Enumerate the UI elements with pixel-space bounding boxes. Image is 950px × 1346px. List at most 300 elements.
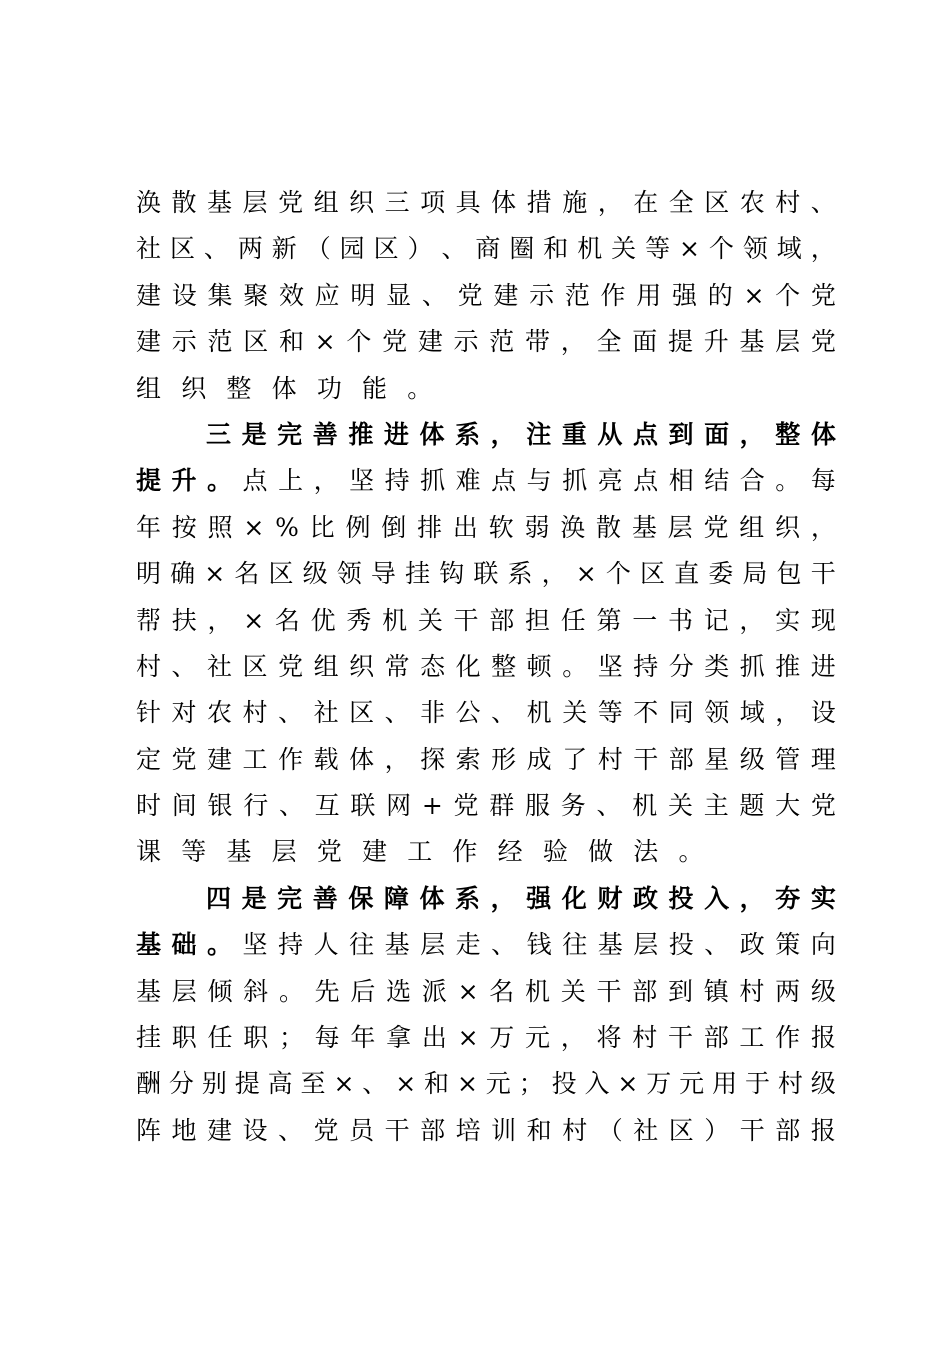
text-char: 应 bbox=[314, 280, 340, 310]
text-line bbox=[136, 1015, 836, 1061]
text-char: 定 bbox=[136, 744, 162, 774]
text-char: 级 bbox=[302, 559, 328, 589]
text-char: 类 bbox=[704, 651, 730, 681]
text-char: 面 bbox=[632, 327, 658, 357]
text-char: 坚 bbox=[242, 930, 268, 960]
bold-text-char: 体 bbox=[419, 883, 445, 913]
text-char: 常 bbox=[384, 651, 410, 681]
text-char: × bbox=[457, 1023, 479, 1053]
text-char: 党 bbox=[171, 744, 197, 774]
text-char: 等 bbox=[645, 234, 671, 264]
text-char: 领 bbox=[336, 559, 362, 589]
bold-text-char: 整 bbox=[775, 419, 801, 449]
bold-text-char: 保 bbox=[348, 883, 374, 913]
text-char: 人 bbox=[313, 930, 339, 960]
text-char: 范 bbox=[564, 280, 590, 310]
text-char: 报 bbox=[810, 1115, 836, 1145]
text-char: 明 bbox=[350, 280, 376, 310]
text-char: 机 bbox=[577, 234, 603, 264]
text-char: 培 bbox=[455, 1115, 481, 1145]
text-char: 向 bbox=[810, 930, 836, 960]
text-char: 基 bbox=[739, 327, 765, 357]
text-char: 每 bbox=[314, 1023, 340, 1053]
text-char: 基 bbox=[384, 930, 410, 960]
text-char: 照 bbox=[207, 512, 233, 542]
text-char: 干 bbox=[739, 1115, 765, 1145]
text-char: 层 bbox=[667, 512, 693, 542]
text-char: 点 bbox=[633, 466, 659, 496]
text-char: 法 bbox=[633, 837, 659, 867]
text-line bbox=[136, 412, 836, 458]
bold-text-char: 重 bbox=[561, 419, 587, 449]
text-char: 后 bbox=[350, 976, 376, 1006]
text-char: 社 bbox=[313, 698, 339, 728]
text-char: % bbox=[275, 512, 299, 542]
text-char: 整 bbox=[226, 373, 252, 403]
text-char: × bbox=[314, 327, 336, 357]
text-char: 具 bbox=[455, 188, 481, 217]
text-char: 难 bbox=[455, 466, 481, 496]
text-char: 社 bbox=[633, 1115, 659, 1145]
text-char: 分 bbox=[668, 651, 694, 681]
text-char: 。 bbox=[407, 373, 433, 403]
text-char: 组 bbox=[313, 188, 339, 217]
bold-text-char: 化 bbox=[561, 883, 587, 913]
text-char: 、 bbox=[171, 651, 197, 681]
text-char: 、 bbox=[421, 280, 447, 310]
text-char: 比 bbox=[309, 512, 335, 542]
text-char: ， bbox=[560, 327, 586, 357]
text-char: 担 bbox=[525, 605, 551, 635]
text-char: 主 bbox=[703, 791, 729, 821]
text-char: 项 bbox=[420, 188, 446, 217]
bold-text-char: 。 bbox=[207, 930, 233, 960]
text-char: 年 bbox=[350, 1023, 376, 1053]
text-char: 同 bbox=[668, 698, 694, 728]
text-char: 经 bbox=[497, 837, 523, 867]
text-char: 部 bbox=[632, 976, 658, 1006]
bold-text-char: 三 bbox=[206, 419, 232, 449]
text-char: 干 bbox=[667, 1023, 693, 1053]
text-char: 派 bbox=[421, 976, 447, 1006]
text-char: 非 bbox=[420, 698, 446, 728]
text-char: 确 bbox=[170, 559, 196, 589]
text-char: 强 bbox=[672, 280, 698, 310]
text-char: 建 bbox=[362, 837, 388, 867]
bold-text-char: ， bbox=[739, 883, 765, 913]
text-char: 部 bbox=[489, 605, 515, 635]
text-char: 倾 bbox=[207, 976, 233, 1006]
text-char: 相 bbox=[668, 466, 694, 496]
bold-text-char: ， bbox=[490, 419, 516, 449]
bold-text-char: 强 bbox=[526, 883, 552, 913]
text-char: 关 bbox=[667, 791, 693, 821]
text-char: 党 bbox=[453, 791, 479, 821]
bold-text-char: 善 bbox=[312, 883, 338, 913]
text-char: 新 bbox=[271, 234, 297, 264]
text-char: 网 bbox=[386, 791, 412, 821]
text-char: 组 bbox=[313, 651, 339, 681]
text-char: 任 bbox=[560, 605, 586, 635]
text-char: 书 bbox=[667, 605, 693, 635]
text-char: 商 bbox=[475, 234, 501, 264]
text-char: 基 bbox=[136, 976, 162, 1006]
text-char: 和 bbox=[543, 234, 569, 264]
text-char: 两 bbox=[237, 234, 263, 264]
text-char: 对 bbox=[171, 698, 197, 728]
text-char: × bbox=[575, 559, 597, 589]
text-char: 设 bbox=[810, 698, 836, 728]
text-char: 载 bbox=[313, 744, 339, 774]
text-char: 合 bbox=[739, 466, 765, 496]
text-char: 、 bbox=[441, 234, 467, 264]
text-char: × bbox=[743, 280, 765, 310]
text-char: 员 bbox=[349, 1115, 375, 1145]
text-char: 的 bbox=[707, 280, 733, 310]
text-char: 社 bbox=[136, 234, 162, 264]
text-char: 任 bbox=[207, 1023, 233, 1053]
text-char: 党 bbox=[457, 280, 483, 310]
bold-text-char: 体 bbox=[810, 419, 836, 449]
bold-text-char: 四 bbox=[206, 883, 232, 913]
text-char: 先 bbox=[314, 976, 340, 1006]
text-char: ； bbox=[518, 1069, 544, 1099]
text-char: 持 bbox=[384, 466, 410, 496]
bold-text-char: 夯 bbox=[775, 883, 801, 913]
text-char: 区 bbox=[349, 698, 375, 728]
text-line bbox=[136, 829, 836, 875]
text-char: ， bbox=[313, 466, 339, 496]
text-char: 织 bbox=[349, 651, 375, 681]
text-char: 组 bbox=[136, 373, 162, 403]
text-char: 出 bbox=[452, 512, 478, 542]
text-char: 农 bbox=[739, 188, 765, 217]
text-char: 干 bbox=[384, 1115, 410, 1145]
text-char: 联 bbox=[350, 791, 376, 821]
text-char: 索 bbox=[455, 744, 481, 774]
text-char: 倒 bbox=[381, 512, 407, 542]
text-char: 建 bbox=[493, 280, 519, 310]
text-char: 名 bbox=[274, 605, 300, 635]
text-char: 例 bbox=[345, 512, 371, 542]
text-char: 抓 bbox=[739, 651, 765, 681]
bold-text-char: 面 bbox=[704, 419, 730, 449]
text-char: 关 bbox=[417, 605, 443, 635]
text-char: 干 bbox=[596, 976, 622, 1006]
text-char: 作 bbox=[278, 744, 304, 774]
text-char: 区 bbox=[169, 234, 195, 264]
text-char: 层 bbox=[271, 837, 297, 867]
text-char: ， bbox=[207, 605, 233, 635]
text-char: 出 bbox=[421, 1023, 447, 1053]
text-line bbox=[136, 644, 836, 690]
bold-text-char: 到 bbox=[668, 419, 694, 449]
text-char: 村 bbox=[597, 744, 623, 774]
text-char: 实 bbox=[775, 605, 801, 635]
text-char: 建 bbox=[136, 280, 162, 310]
text-char: 了 bbox=[562, 744, 588, 774]
bold-text-char: 点 bbox=[632, 419, 658, 449]
text-char: 施 bbox=[562, 188, 588, 217]
text-char: 体 bbox=[271, 373, 297, 403]
text-char: 体 bbox=[491, 188, 517, 217]
text-char: 成 bbox=[526, 744, 552, 774]
text-char: 职 bbox=[243, 1023, 269, 1053]
text-char: 涣 bbox=[136, 188, 162, 217]
text-char: × bbox=[333, 1069, 355, 1099]
text-char: 基 bbox=[207, 188, 233, 217]
text-char: 组 bbox=[739, 512, 765, 542]
text-char: 领 bbox=[742, 234, 768, 264]
text-char: 行 bbox=[243, 791, 269, 821]
text-char: 设 bbox=[171, 280, 197, 310]
bold-text-char: 进 bbox=[383, 419, 409, 449]
text-char: 社 bbox=[207, 651, 233, 681]
text-char: 党 bbox=[278, 188, 304, 217]
text-char: 大 bbox=[775, 791, 801, 821]
text-char: 村 bbox=[739, 976, 765, 1006]
text-char: 坚 bbox=[597, 651, 623, 681]
text-char: 策 bbox=[775, 930, 801, 960]
text-char: 体 bbox=[349, 744, 375, 774]
text-char: 村 bbox=[775, 188, 801, 217]
text-char: 党 bbox=[810, 280, 836, 310]
text-char: 名 bbox=[234, 559, 260, 589]
text-char: 间 bbox=[171, 791, 197, 821]
text-char: 、 bbox=[384, 698, 410, 728]
text-char: 理 bbox=[810, 744, 836, 774]
text-char: 名 bbox=[489, 976, 515, 1006]
text-char: 织 bbox=[349, 188, 375, 217]
text-char: 效 bbox=[278, 280, 304, 310]
text-char: 和 bbox=[278, 327, 304, 357]
bold-text-char: 础 bbox=[171, 930, 197, 960]
text-char: 两 bbox=[775, 976, 801, 1006]
bold-text-char: 实 bbox=[810, 883, 836, 913]
text-line bbox=[136, 458, 836, 504]
text-char: 层 bbox=[775, 327, 801, 357]
text-line bbox=[136, 922, 836, 968]
text-char: 建 bbox=[136, 327, 162, 357]
text-char: 区 bbox=[704, 188, 730, 217]
text-char: 工 bbox=[407, 837, 433, 867]
text-char: 万 bbox=[646, 1069, 672, 1099]
bold-text-char: 。 bbox=[207, 466, 233, 496]
text-char: 散 bbox=[171, 188, 197, 217]
text-char: 元 bbox=[525, 1023, 551, 1053]
text-char: 用 bbox=[712, 1069, 738, 1099]
text-char: 顿 bbox=[526, 651, 552, 681]
body-text bbox=[136, 180, 836, 1154]
text-char: × bbox=[456, 1069, 478, 1099]
text-char: 措 bbox=[526, 188, 552, 217]
text-char: 提 bbox=[234, 1069, 260, 1099]
text-char: 和 bbox=[424, 1069, 450, 1099]
text-char: 层 bbox=[242, 188, 268, 217]
text-char: 务 bbox=[560, 791, 586, 821]
text-char: 建 bbox=[207, 1115, 233, 1145]
bold-text-char: 体 bbox=[419, 419, 445, 449]
bold-text-char: 善 bbox=[312, 419, 338, 449]
text-char: 别 bbox=[201, 1069, 227, 1099]
text-char: 党 bbox=[278, 651, 304, 681]
text-char: 将 bbox=[596, 1023, 622, 1053]
text-char: 用 bbox=[636, 280, 662, 310]
text-char: 级 bbox=[810, 976, 836, 1006]
text-char: 。 bbox=[775, 466, 801, 496]
text-char: 。 bbox=[562, 651, 588, 681]
text-line bbox=[136, 319, 836, 365]
text-char: 结 bbox=[704, 466, 730, 496]
text-char: 抓 bbox=[562, 466, 588, 496]
text-char: 于 bbox=[744, 1069, 770, 1099]
text-line bbox=[136, 180, 836, 226]
text-char: 报 bbox=[810, 1023, 836, 1053]
text-char: 层 bbox=[171, 976, 197, 1006]
text-char: 关 bbox=[562, 698, 588, 728]
text-char: 、 bbox=[810, 188, 836, 217]
text-char: 往 bbox=[349, 930, 375, 960]
text-char: 干 bbox=[633, 744, 659, 774]
text-char: 等 bbox=[597, 698, 623, 728]
text-char: 优 bbox=[310, 605, 336, 635]
text-line bbox=[136, 505, 836, 551]
text-char: 明 bbox=[136, 559, 162, 589]
bold-text-char: ， bbox=[490, 883, 516, 913]
text-char: 亮 bbox=[597, 466, 623, 496]
bold-text-char: 是 bbox=[241, 883, 267, 913]
text-char: 作 bbox=[775, 1023, 801, 1053]
text-char: 村 bbox=[562, 1115, 588, 1145]
text-char: 全 bbox=[596, 327, 622, 357]
text-char: 钱 bbox=[526, 930, 552, 960]
bold-text-char: 系 bbox=[455, 883, 481, 913]
text-char: ， bbox=[810, 234, 836, 264]
text-char: 点 bbox=[242, 466, 268, 496]
text-char: 按 bbox=[171, 512, 197, 542]
text-char: ） bbox=[407, 234, 433, 264]
text-char: 持 bbox=[633, 651, 659, 681]
bold-text-char: 投 bbox=[668, 883, 694, 913]
text-char: 抓 bbox=[420, 466, 446, 496]
text-char: 带 bbox=[525, 327, 551, 357]
text-char: 散 bbox=[596, 512, 622, 542]
text-char: 党 bbox=[810, 791, 836, 821]
text-char: 上 bbox=[278, 466, 304, 496]
text-char: × bbox=[243, 512, 265, 542]
text-char: 群 bbox=[489, 791, 515, 821]
text-char: 机 bbox=[382, 605, 408, 635]
text-char: 域 bbox=[739, 698, 765, 728]
text-char: 化 bbox=[455, 651, 481, 681]
text-char: 、 bbox=[362, 1069, 388, 1099]
text-char: × bbox=[679, 234, 700, 264]
text-char: 区 bbox=[268, 559, 294, 589]
text-char: 第 bbox=[596, 605, 622, 635]
text-char: 集 bbox=[207, 280, 233, 310]
bold-text-char: 系 bbox=[455, 419, 481, 449]
text-char: ， bbox=[775, 698, 801, 728]
text-char: 部 bbox=[668, 744, 694, 774]
text-char: 选 bbox=[386, 976, 412, 1006]
text-char: 层 bbox=[633, 930, 659, 960]
text-char: 直 bbox=[674, 559, 700, 589]
text-char: 村 bbox=[632, 1023, 658, 1053]
text-char: 针 bbox=[136, 698, 162, 728]
text-line bbox=[136, 551, 836, 597]
text-char: 村 bbox=[136, 651, 162, 681]
text-char: 圈 bbox=[509, 234, 535, 264]
text-char: 农 bbox=[207, 698, 233, 728]
bold-text-char: 从 bbox=[597, 419, 623, 449]
text-char: 投 bbox=[668, 930, 694, 960]
text-char: 范 bbox=[207, 327, 233, 357]
text-line bbox=[136, 690, 836, 736]
text-char: 部 bbox=[775, 1115, 801, 1145]
bold-text-char: 推 bbox=[348, 419, 374, 449]
text-char: 点 bbox=[491, 466, 517, 496]
text-char: 建 bbox=[417, 327, 443, 357]
text-char: 显 bbox=[386, 280, 412, 310]
text-char: 机 bbox=[632, 791, 658, 821]
text-char: 互 bbox=[314, 791, 340, 821]
text-char: 万 bbox=[489, 1023, 515, 1053]
text-char: 银 bbox=[207, 791, 233, 821]
text-char: 政 bbox=[739, 930, 765, 960]
text-char: 层 bbox=[420, 930, 446, 960]
text-char: 推 bbox=[775, 651, 801, 681]
bold-text-char: 注 bbox=[526, 419, 552, 449]
text-char: 公 bbox=[455, 698, 481, 728]
text-char: 扶 bbox=[171, 605, 197, 635]
text-char: 坚 bbox=[349, 466, 375, 496]
text-char: 织 bbox=[775, 512, 801, 542]
text-char: 等 bbox=[181, 837, 207, 867]
text-char: 记 bbox=[703, 605, 729, 635]
text-char: 不 bbox=[633, 698, 659, 728]
bold-text-char: 财 bbox=[597, 883, 623, 913]
text-char: 管 bbox=[775, 744, 801, 774]
text-char: 服 bbox=[525, 791, 551, 821]
text-char: 作 bbox=[452, 837, 478, 867]
text-char: 、 bbox=[203, 234, 229, 264]
text-char: 、 bbox=[596, 791, 622, 821]
text-char: ， bbox=[384, 744, 410, 774]
text-char: 训 bbox=[491, 1115, 517, 1145]
text-char: 星 bbox=[704, 744, 730, 774]
bold-text-char: 升 bbox=[171, 466, 197, 496]
text-char: 年 bbox=[136, 512, 162, 542]
text-char: 园 bbox=[339, 234, 365, 264]
text-char: 党 bbox=[810, 327, 836, 357]
text-char: 设 bbox=[242, 1115, 268, 1145]
text-char: ， bbox=[560, 1023, 586, 1053]
text-char: 作 bbox=[600, 280, 626, 310]
text-char: 部 bbox=[420, 1115, 446, 1145]
text-char: 级 bbox=[739, 744, 765, 774]
text-char: 、 bbox=[278, 1115, 304, 1145]
text-char: 个 bbox=[775, 280, 801, 310]
text-char: 全 bbox=[668, 188, 694, 217]
bold-text-char: 完 bbox=[277, 883, 303, 913]
text-char: 挂 bbox=[136, 1023, 162, 1053]
text-line bbox=[136, 969, 836, 1015]
text-char: ； bbox=[278, 1023, 304, 1053]
text-char: 排 bbox=[417, 512, 443, 542]
text-char: 入 bbox=[584, 1069, 610, 1099]
text-char: 往 bbox=[562, 930, 588, 960]
text-char: 干 bbox=[810, 559, 836, 589]
